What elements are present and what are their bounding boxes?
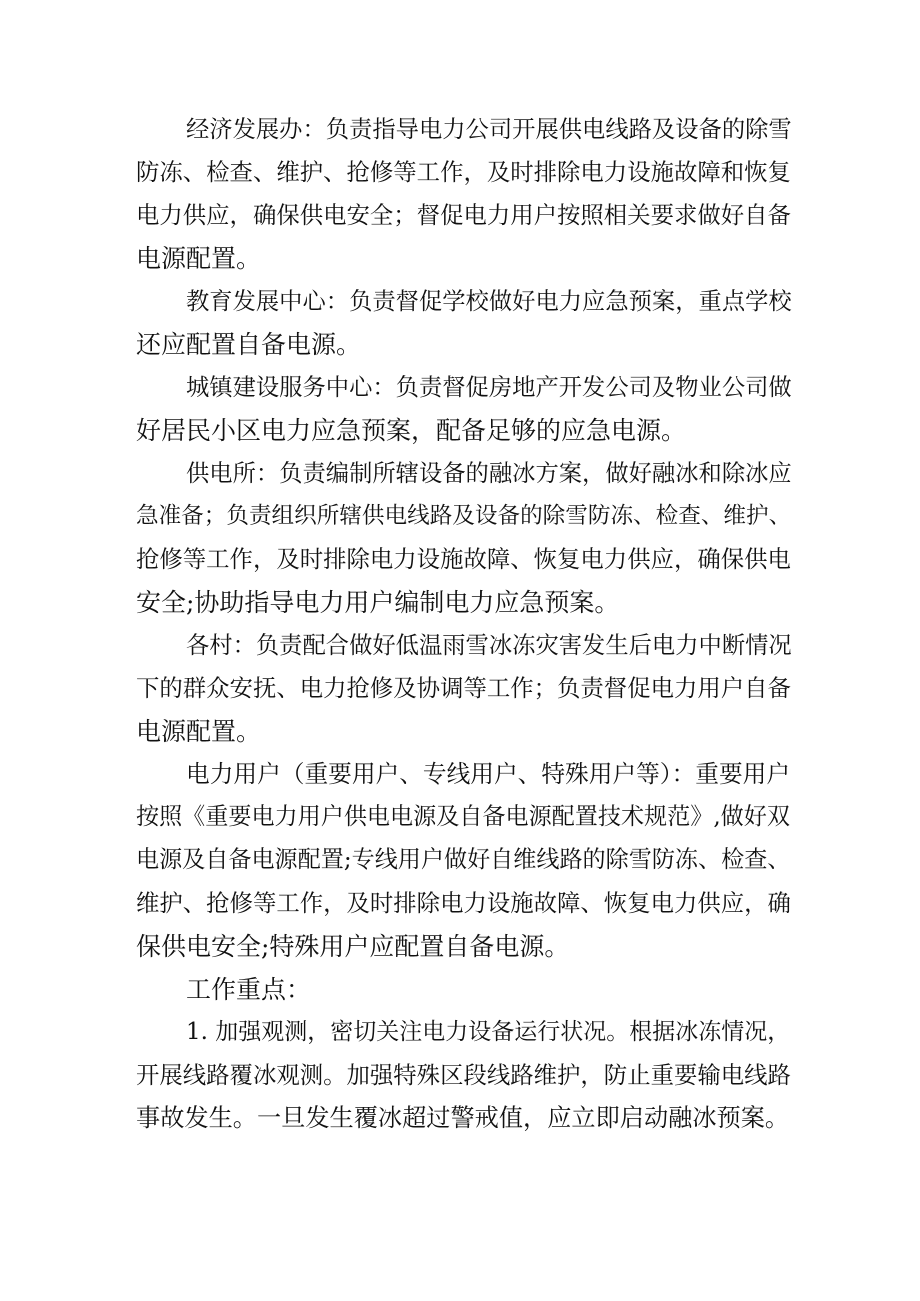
text-line: 维护、抢修等工作，及时排除电力设施故障、恢复电力供应，确 — [136, 889, 791, 917]
paragraph — [136, 452, 792, 624]
text-line: 各村：负责配合做好低温雨雪冰冻灾害发生后电力中断情况 — [186, 632, 792, 659]
text-line: 好居民小区电力应急预案，配备足够的应急电源。 — [136, 416, 687, 445]
text-line: 电力用户（重要用户、专线用户、特殊用户等）：重要用户 — [186, 760, 791, 788]
paragraph — [136, 1011, 792, 1140]
text-line: 保供电安全;特殊用户应配置自备电源。 — [136, 932, 570, 961]
text-line: 电源及自备电源配置;专线用户做好自维线路的除雪防冻、检查、 — [136, 847, 791, 873]
text-line: 电力供应，确保供电安全；督促电力用户按照相关要求做好自备 — [136, 201, 791, 229]
text-line: 安全;协助指导电力用户编制电力应急预案。 — [136, 588, 620, 617]
paragraph — [136, 753, 792, 968]
text-line: 开展线路覆冰观测。加强特殊区段线路维护，防止重要输电线路 — [136, 1061, 791, 1089]
text-line: 电源配置。 — [136, 244, 262, 273]
text-line: 事故发生。一旦发生覆冰超过警戒值，应立即启动融冰预案。 — [136, 1104, 790, 1132]
text-line: 按照《重要电力用户供电电源及自备电源配置技术规范》,做好双 — [136, 804, 790, 830]
text-line: 1. 加强观测，密切关注电力设备运行状况。根据冰冻情况， — [186, 1019, 791, 1045]
text-line: 还应配置自备电源。 — [136, 330, 362, 359]
text-line: 教育发展中心：负责督促学校做好电力应急预案，重点学校 — [186, 288, 792, 315]
paragraph — [136, 280, 792, 366]
text-line: 供电所：负责编制所辖设备的融冰方案，做好融冰和除冰应 — [186, 460, 792, 487]
paragraph — [136, 624, 792, 753]
text-line: 工作重点： — [186, 975, 312, 1004]
text-line: 防冻、检查、维护、抢修等工作，及时排除电力设施故障和恢复 — [136, 158, 791, 186]
text-line: 城镇建设服务中心：负责督促房地产开发公司及物业公司做 — [186, 374, 792, 401]
document-body — [136, 108, 792, 1140]
paragraph — [136, 968, 792, 1011]
text-line: 电源配置。 — [136, 717, 262, 746]
text-line: 经济发展办：负责指导电力公司开展供电线路及设备的除雪 — [186, 116, 792, 143]
paragraph — [136, 366, 792, 452]
paragraph — [136, 108, 792, 280]
text-line: 下的群众安抚、电力抢修及协调等工作；负责督促电力用户自备 — [136, 674, 791, 702]
text-line: 抢修等工作，及时排除电力设施故障、恢复电力供应，确保供电 — [136, 545, 791, 573]
text-line: 急准备；负责组织所辖供电线路及设备的除雪防冻、检查、维护、 — [136, 503, 792, 529]
